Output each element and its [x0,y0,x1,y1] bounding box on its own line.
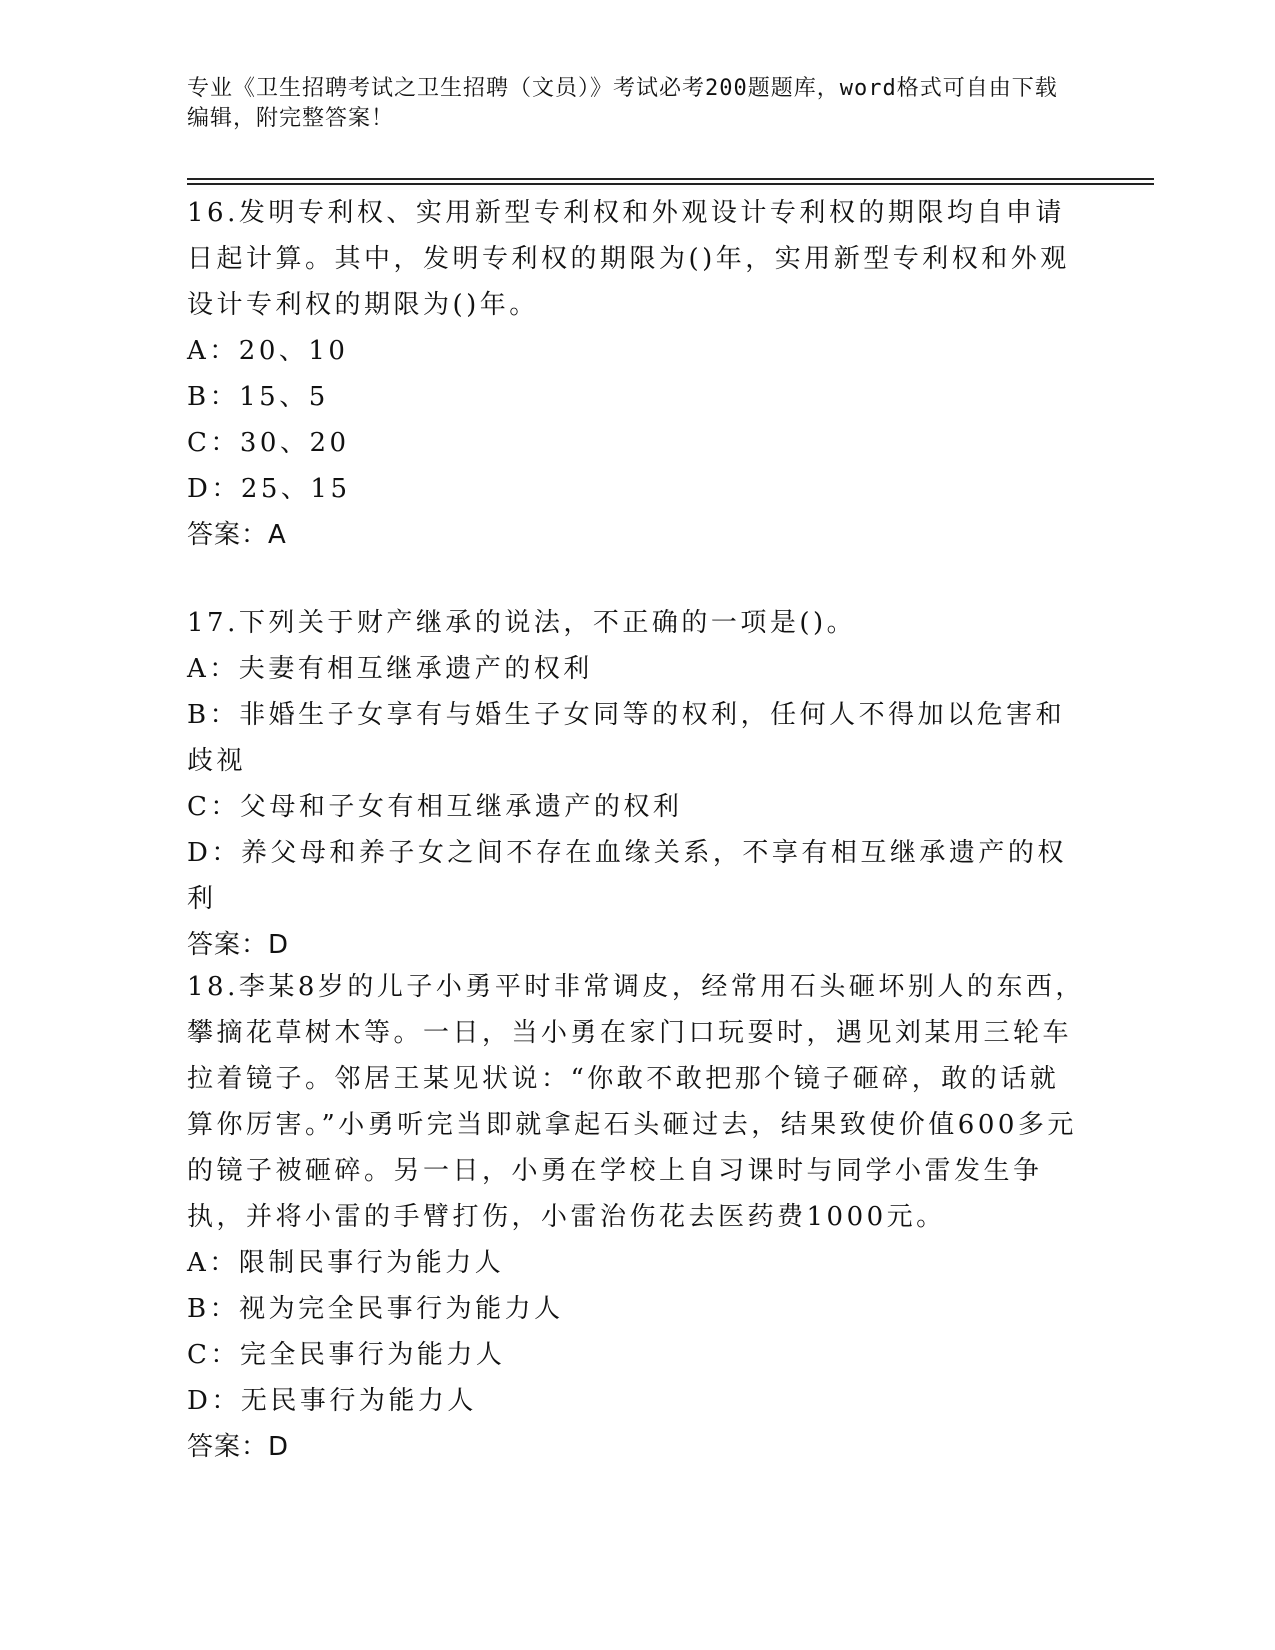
option-d: D：养父母和养子女之间不存在血缘关系，不享有相互继承遗产的权利 [187,838,1067,914]
question-17 [187,600,1087,968]
option-c: C：父母和子女有相互继承遗产的权利 [187,792,683,822]
question-stem: 17.下列关于财产继承的说法，不正确的一项是()。 [187,608,857,638]
question-stem: 18.李某8岁的儿子小勇平时非常调皮，经常用石头砸坏别人的东西，攀摘花草树木等。一日，当小勇在家门口玩耍时，遇见刘某用三轮车拉着镜子。邻居王某见状说：“你敢不敢把那个镜子砸碎，敢的话就算你厉害。”小勇听完当即就拿起石头砸过去，结果致使价值600多元的镜子被砸碎。另一日，小勇在学校上自习课时与同学小雷发生争执，并将小雷的手臂打伤，小雷治伤花去医药费1000元。 [187,972,1085,1232]
option-a: A：限制民事行为能力人 [187,1248,505,1278]
option-b: B：非婚生子女享有与婚生子女同等的权利，任何人不得加以危害和歧视 [187,700,1066,776]
option-a: A：夫妻有相互继承遗产的权利 [187,654,593,684]
question-18 [187,964,1087,1470]
document-header: 专业《卫生招聘考试之卫生招聘（文员）》考试必考200题题库，word格式可自由下载编辑，附完整答案！ [187,76,1058,131]
question-16 [187,190,1087,558]
option-b: B：视为完全民事行为能力人 [187,1294,564,1324]
option-c: C：完全民事行为能力人 [187,1340,506,1370]
option-a: A：20、10 [187,336,349,366]
header-rule-top [187,178,1154,180]
answer-line: 答案：D [187,930,290,960]
option-d: D：25、15 [187,474,351,504]
option-d: D：无民事行为能力人 [187,1386,477,1416]
question-stem: 16.发明专利权、实用新型专利权和外观设计专利权的期限均自申请日起计算。其中，发明专利权的期限为()年，实用新型专利权和外观设计专利权的期限为()年。 [187,198,1070,320]
answer-line: 答案：D [187,1432,290,1462]
answer-line: 答案：A [187,520,287,550]
option-b: B：15、5 [187,382,329,412]
option-c: C：30、20 [187,428,350,458]
header-rule-bottom [187,183,1154,185]
